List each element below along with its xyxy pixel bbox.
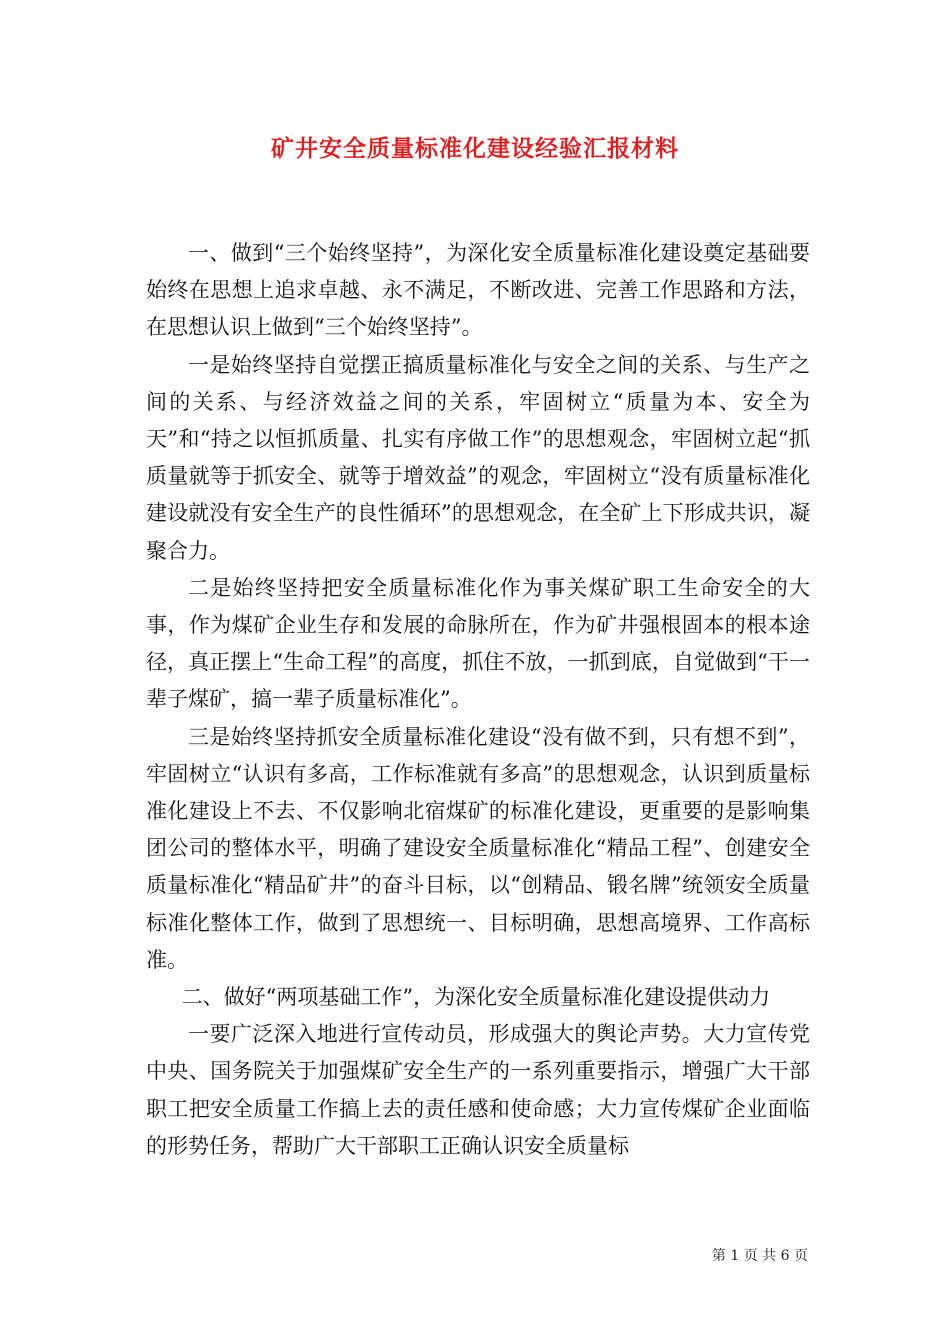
paragraph-section-1-heading: 一、做到“三个始终坚持”，为深化安全质量标准化建设奠定基础要始终在思想上追求卓越、永不满足，不断改进、完善工作思路和方法，在思想认识上做到“三个始终坚持”。 [146, 241, 810, 340]
paragraph-point-3: 三是始终坚持抓安全质量标准化建设“没有做不到，只有想不到”，牢固树立“认识有多高，工作标准就有多高”的思想观念，认识到质量标准化建设上不去、不仅影响北宿煤矿的标准化建设，更重要的是影响集团公司的整体水平，明确了建设安全质量标准化“精品工程”、创建安全质量标准化“精品矿井”的奋斗目标，以“创精品、锻名牌”统领安全质量标准化整体工作，做到了思想统一、目标明确，思想高境界、工作高标准。 [146, 724, 810, 972]
document-body [146, 235, 810, 1165]
document-title: 矿井安全质量标准化建设经验汇报材料 [271, 135, 679, 162]
paragraph-section-2-point-1: 一要广泛深入地进行宣传动员，形成强大的舆论声势。大力宣传党中央、国务院关于加强煤矿安全生产的一系列重要指示，增强广大干部职工把安全质量工作搞上去的责任感和使命感；大力宣传煤矿企业面临的形势任务，帮助广大干部职工正确认识安全质量标 [146, 1022, 810, 1158]
paragraph-point-2: 二是始终坚持把安全质量标准化作为事关煤矿职工生命安全的大事，作为煤矿企业生存和发展的命脉所在，作为矿井强根固本的根本途径，真正摆上“生命工程”的高度，抓住不放，一抓到底，自觉做到“干一辈子煤矿，搞一辈子质量标准化”。 [146, 575, 810, 712]
page-number-footer: 第 1 页 共 6 页 [711, 1248, 808, 1264]
paragraph-point-1: 一是始终坚持自觉摆正搞质量标准化与安全之间的关系、与生产之间的关系、与经济效益之间的关系，牢固树立“质量为本、安全为天”和“持之以恒抓质量、扎实有序做工作”的思想观念，牢固树立起“抓质量就等于抓安全、就等于增效益”的观念，牢固树立“没有质量标准化建设就没有安全生产的良性循环”的思想观念，在全矿上下形成共识，凝聚合力。 [146, 352, 810, 563]
paragraph-section-2-heading: 二、做好“两项基础工作”，为深化安全质量标准化建设提供动力 [181, 985, 771, 1010]
